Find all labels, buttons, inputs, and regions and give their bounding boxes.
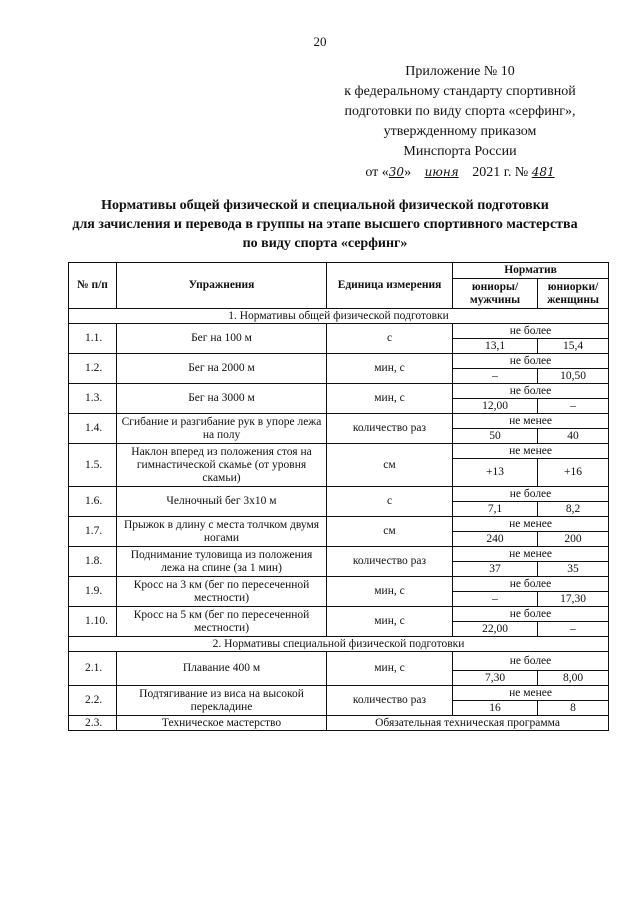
header-norm: Норматив — [453, 263, 609, 279]
table-row — [69, 517, 609, 532]
header-male: юниоры/ мужчины — [453, 279, 538, 309]
row-num: 1.8. — [69, 547, 117, 577]
row-unit: см — [327, 517, 453, 547]
row-num: 1.9. — [69, 577, 117, 607]
row-condition: не менее — [453, 517, 609, 532]
table-row — [69, 384, 609, 399]
row-num: 2.1. — [69, 652, 117, 686]
row-condition: не более — [453, 487, 609, 502]
row-num: 1.5. — [69, 444, 117, 487]
norms-table — [68, 262, 609, 731]
row-condition: не менее — [453, 547, 609, 562]
row-condition: не менее — [453, 414, 609, 429]
row-female: 8,00 — [538, 671, 609, 686]
row-condition: не менее — [453, 444, 609, 459]
row-female: 8,2 — [538, 502, 609, 517]
row-male: 50 — [453, 429, 538, 444]
document-title — [40, 196, 610, 253]
row-unit: количество раз — [327, 547, 453, 577]
row-exercise: Бег на 100 м — [117, 324, 327, 354]
appendix-line: Минспорта России — [403, 144, 517, 159]
row-num: 1.4. — [69, 414, 117, 444]
row-exercise: Наклон вперед из положения стоя на гимнастической скамье (от уровня скамьи) — [117, 444, 327, 487]
row-condition: не более — [453, 354, 609, 369]
appendix-line: подготовки по виду спорта «серфинг», — [344, 104, 576, 119]
row-female: 17,30 — [538, 592, 609, 607]
row-exercise: Кросс на 3 км (бег по пересеченной местности) — [117, 577, 327, 607]
header-num: № п/п — [69, 263, 117, 309]
row-num: 1.3. — [69, 384, 117, 414]
appendix-title: Приложение № 10 — [405, 64, 515, 79]
title-line: Нормативы общей физической и специальной физической подготовки — [101, 198, 549, 213]
row-female: – — [538, 399, 609, 414]
row-num: 2.2. — [69, 686, 117, 716]
row-num: 1.7. — [69, 517, 117, 547]
row-female: 15,4 — [538, 339, 609, 354]
row-exercise: Бег на 2000 м — [117, 354, 327, 384]
appendix-line: к федеральному стандарту спортивной — [344, 84, 576, 99]
row-exercise: Техническое мастерство — [117, 716, 327, 731]
row-condition: не менее — [453, 686, 609, 701]
row-female: +16 — [538, 459, 609, 487]
header-exercise: Упражнения — [117, 263, 327, 309]
row-exercise: Плавание 400 м — [117, 652, 327, 686]
row-unit: мин, с — [327, 384, 453, 414]
row-condition: не более — [453, 607, 609, 622]
row-exercise: Бег на 3000 м — [117, 384, 327, 414]
row-male: +13 — [453, 459, 538, 487]
date-mid: » — [404, 165, 412, 180]
row-condition: не более — [453, 384, 609, 399]
row-male: 7,1 — [453, 502, 538, 517]
row-female: 10,50 — [538, 369, 609, 384]
date-day: 30 — [388, 165, 405, 179]
row-condition: не более — [453, 577, 609, 592]
section-title: 1. Нормативы общей физической подготовки — [69, 309, 609, 324]
row-unit: мин, с — [327, 354, 453, 384]
row-unit: количество раз — [327, 686, 453, 716]
row-unit: см — [327, 444, 453, 487]
row-male: – — [453, 369, 538, 384]
row-num: 1.6. — [69, 487, 117, 517]
row-exercise: Сгибание и разгибание рук в упоре лежа на полу — [117, 414, 327, 444]
row-exercise: Челночный бег 3х10 м — [117, 487, 327, 517]
row-unit: с — [327, 324, 453, 354]
title-line: по виду спорта «серфинг» — [242, 236, 408, 251]
row-female: 200 — [538, 532, 609, 547]
table-row — [69, 547, 609, 562]
row-num: 1.10. — [69, 607, 117, 637]
section-title: 2. Нормативы специальной физической подготовки — [69, 637, 609, 652]
table-row — [69, 487, 609, 502]
row-condition: не более — [453, 652, 609, 671]
row-unit: количество раз — [327, 414, 453, 444]
row-male: 37 — [453, 562, 538, 577]
row-unit: с — [327, 487, 453, 517]
row-unit: мин, с — [327, 607, 453, 637]
row-unit: мин, с — [327, 652, 453, 686]
appendix-block — [330, 62, 590, 183]
row-num: 1.1. — [69, 324, 117, 354]
row-condition: не более — [453, 324, 609, 339]
row-exercise: Подтягивание из виса на высокой перекладине — [117, 686, 327, 716]
page-number: 20 — [313, 34, 327, 49]
row-male: 12,00 — [453, 399, 538, 414]
appendix-line: утвержденному приказом — [383, 124, 537, 139]
row-male: – — [453, 592, 538, 607]
row-female: 40 — [538, 429, 609, 444]
row-value: Обязательная техническая программа — [327, 716, 609, 731]
table-row — [69, 652, 609, 671]
row-male: 7,30 — [453, 671, 538, 686]
row-male: 22,00 — [453, 622, 538, 637]
row-female: 8 — [538, 701, 609, 716]
row-male: 240 — [453, 532, 538, 547]
appendix-date — [330, 162, 590, 183]
date-month: июня — [424, 165, 459, 179]
row-male: 13,1 — [453, 339, 538, 354]
header-female: юниорки/ женщины — [538, 279, 609, 309]
order-number: 481 — [531, 165, 555, 179]
table-row — [69, 607, 609, 622]
row-female: 35 — [538, 562, 609, 577]
row-exercise: Поднимание туловища из положения лежа на спине (за 1 мин) — [117, 547, 327, 577]
table-row — [69, 354, 609, 369]
date-year: 2021 г. № — [472, 165, 529, 180]
row-female: – — [538, 622, 609, 637]
table-row — [69, 686, 609, 701]
table-row — [69, 414, 609, 429]
row-num: 2.3. — [69, 716, 117, 731]
table-row — [69, 324, 609, 339]
date-prefix: от « — [365, 165, 389, 180]
row-male: 16 — [453, 701, 538, 716]
row-unit: мин, с — [327, 577, 453, 607]
row-num: 1.2. — [69, 354, 117, 384]
row-exercise: Кросс на 5 км (бег по пересеченной местности) — [117, 607, 327, 637]
table-row — [69, 716, 609, 731]
table-row — [69, 444, 609, 459]
header-unit: Единица измерения — [327, 263, 453, 309]
row-exercise: Прыжок в длину с места толчком двумя ногами — [117, 517, 327, 547]
table-row — [69, 577, 609, 592]
title-line: для зачисления и перевода в группы на этапе высшего спортивного мастерства — [72, 217, 578, 232]
